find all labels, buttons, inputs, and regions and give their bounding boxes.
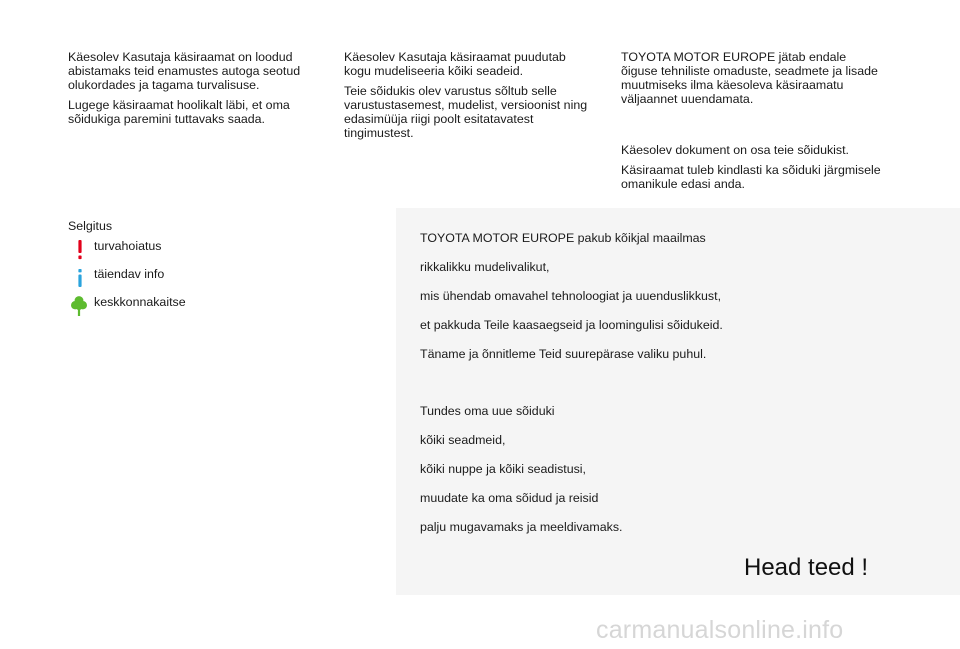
exclamation-icon: [72, 239, 88, 261]
panel-line: palju mugavamaks ja meeldivamaks.: [420, 520, 623, 534]
legend-label: täiendav info: [94, 267, 165, 281]
info-icon: [72, 267, 88, 289]
panel-line: Tundes oma uue sõiduki: [420, 404, 555, 418]
intro-column-3: [621, 50, 881, 197]
panel-line: kõiki nuppe ja kõiki seadistusi,: [420, 462, 586, 476]
legend-label: keskkonnakaitse: [94, 295, 186, 309]
tree-icon: [70, 295, 88, 317]
legend-label: turvahoiatus: [94, 239, 162, 253]
panel-line: mis ühendab omavahel tehnoloogiat ja uuenduslikkust,: [420, 289, 722, 303]
farewell-heading: Head teed !: [744, 554, 869, 581]
panel-line: kõiki seadmeid,: [420, 433, 506, 447]
paragraph: Käesolev dokument on osa teie sõidukist.: [621, 143, 849, 157]
panel-line: muudate ka oma sõidud ja reisid: [420, 491, 599, 505]
panel-line: et pakkuda Teile kaasaegseid ja loomingulisi sõidukeid.: [420, 318, 723, 332]
paragraph: Käsiraamat tuleb kindlasti ka sõiduki järgmisele omanikule edasi anda.: [621, 163, 881, 191]
paragraph: Teie sõidukis olev varustus sõltub selle varustustasemest, mudelist, versioonist ning edasimüüja riigi poolt esitatavatest tingimustest.: [344, 84, 588, 140]
paragraph: Käesolev Kasutaja käsiraamat on loodud abistamaks teid enamustes autoga seotud olukordades ja tagama turvalisuse.: [68, 50, 301, 92]
paragraph: TOYOTA MOTOR EUROPE jätab endale õiguse tehniliste omaduste, seadmete ja lisade muutmiseks ilma käesoleva käsiraamatu väljaannet uuendamata.: [621, 50, 878, 106]
watermark: carmanualsonline.info: [596, 616, 844, 644]
panel-line: Täname ja õnnitleme Teid suurepärase valiku puhul.: [420, 347, 707, 361]
legend-item-environment: [68, 295, 328, 323]
legend-item-info: [68, 267, 328, 295]
welcome-panel: [396, 208, 960, 595]
legend: [68, 219, 328, 323]
legend-item-safety: [68, 239, 328, 267]
panel-line: rikkalikku mudelivalikut,: [420, 260, 550, 274]
intro-column-2: [344, 50, 594, 146]
intro-column-1: [68, 50, 318, 132]
paragraph: Lugege käsiraamat hoolikalt läbi, et oma sõidukiga paremini tuttavaks saada.: [68, 98, 290, 126]
paragraph: Käesolev Kasutaja käsiraamat puudutab kogu mudeliseeria kõiki seadeid.: [344, 50, 566, 78]
legend-title: Selgitus: [68, 219, 113, 233]
panel-line: TOYOTA MOTOR EUROPE pakub kõikjal maailmas: [420, 231, 706, 245]
